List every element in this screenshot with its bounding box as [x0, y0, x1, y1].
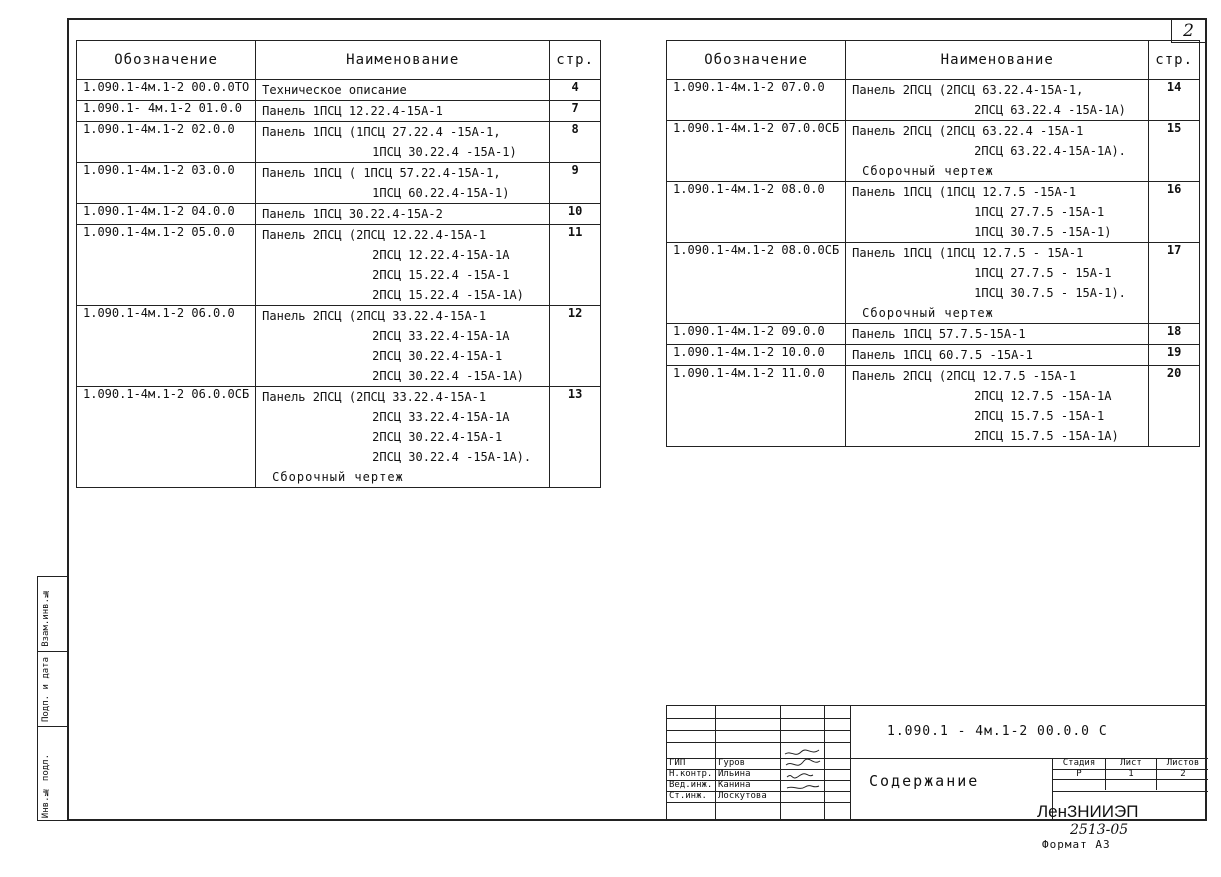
name-line: 2ПСЦ 30.22.4 -15А-1А) [372, 369, 524, 383]
name-line: 2ПСЦ 12.22.4-15А-1А [372, 248, 510, 262]
name-line: Панель 1ПСЦ 60.7.5 -15А-1 [852, 348, 1033, 362]
table-row [667, 121, 1200, 182]
designation-cell: 1.090.1-4м.1-2 08.0.0СБ [667, 243, 846, 324]
title-block [666, 705, 1207, 821]
archive-number: 2513-05 [1070, 822, 1129, 838]
name-line: 1ПСЦ 30.22.4 -15А-1) [372, 145, 517, 159]
name-cell [846, 324, 1149, 345]
name-cell [846, 182, 1149, 243]
designation-cell: 1.090.1-4м.1-2 03.0.0 [77, 163, 256, 204]
name-line: Панель 1ПСЦ (1ПСЦ 27.22.4 -15А-1, [262, 125, 501, 139]
contents-table-left [76, 40, 601, 488]
designation-cell: 1.090.1- 4м.1-2 01.0.0 [77, 101, 256, 122]
name-cell [256, 204, 550, 225]
designation-cell: 1.090.1-4м.1-2 10.0.0 [667, 345, 846, 366]
name-line: 1ПСЦ 27.7.5 - 15А-1 [974, 266, 1112, 280]
table-row [77, 163, 601, 204]
table-row [77, 101, 601, 122]
name-line: Панель 1ПСЦ ( 1ПСЦ 57.22.4-15А-1, [262, 166, 501, 180]
table-row [667, 243, 1200, 324]
signer-name: Лоскутова [718, 791, 767, 801]
sheet-value: 1 [1128, 769, 1134, 779]
table-row [77, 122, 601, 163]
side-stamp-inventory: Инв.№ подл. [41, 753, 51, 818]
page-cell: 15 [1149, 121, 1200, 182]
name-line: 2ПСЦ 15.7.5 -15А-1 [974, 409, 1105, 423]
name-line: Панель 2ПСЦ (2ПСЦ 12.7.5 -15А-1 [852, 369, 1077, 383]
name-line: 2ПСЦ 63.22.4-15А-1А). [974, 144, 1126, 158]
name-line: 1ПСЦ 30.7.5 -15А-1) [974, 225, 1112, 239]
header-page: стр. [550, 41, 601, 80]
table-row [667, 182, 1200, 243]
name-line: 2ПСЦ 15.22.4 -15А-1А) [372, 288, 524, 302]
signer-role: ГИП [669, 758, 686, 768]
sheets-value: 2 [1180, 769, 1186, 779]
designation-cell: 1.090.1-4м.1-2 07.0.0 [667, 80, 846, 121]
header-name: Наименование [846, 41, 1149, 80]
name-line: 2ПСЦ 30.22.4-15А-1 [372, 430, 503, 444]
page-cell: 9 [550, 163, 601, 204]
name-cell [256, 80, 550, 101]
table-row [77, 204, 601, 225]
format-label: Формат А3 [1042, 838, 1111, 851]
name-line: Панель 2ПСЦ (2ПСЦ 12.22.4-15А-1 [262, 228, 487, 242]
name-line: 1ПСЦ 60.22.4-15А-1) [372, 186, 510, 200]
page-cell: 4 [550, 80, 601, 101]
name-line: Панель 2ПСЦ (2ПСЦ 63.22.4 -15А-1 [852, 124, 1084, 138]
assembly-drawing-label: Сборочный чертеж [272, 470, 404, 484]
name-cell [256, 225, 550, 306]
header-page: стр. [1149, 41, 1200, 80]
name-line: 2ПСЦ 15.22.4 -15А-1 [372, 268, 510, 282]
designation-cell: 1.090.1-4м.1-2 06.0.0 [77, 306, 256, 387]
side-stamp [37, 576, 67, 821]
name-line: Техническое описание [262, 83, 407, 97]
name-line: Панель 1ПСЦ 12.22.4-15А-1 [262, 104, 443, 118]
table-row [667, 80, 1200, 121]
name-cell [846, 80, 1149, 121]
page-cell: 16 [1149, 182, 1200, 243]
name-cell [846, 243, 1149, 324]
page-cell: 12 [550, 306, 601, 387]
header-name: Наименование [256, 41, 550, 80]
signer-role: Вед.инж. [669, 780, 713, 790]
name-line: 2ПСЦ 33.22.4-15А-1А [372, 329, 510, 343]
page-cell: 7 [550, 101, 601, 122]
designation-cell: 1.090.1-4м.1-2 09.0.0 [667, 324, 846, 345]
name-cell [256, 101, 550, 122]
table-row [77, 225, 601, 306]
name-cell [256, 387, 550, 488]
name-line: Панель 2ПСЦ (2ПСЦ 33.22.4-15А-1 [262, 309, 487, 323]
table-row [667, 345, 1200, 366]
designation-cell: 1.090.1-4м.1-2 02.0.0 [77, 122, 256, 163]
designation-cell: 1.090.1-4м.1-2 08.0.0 [667, 182, 846, 243]
signer-name: Гуров [718, 758, 746, 768]
page-cell: 17 [1149, 243, 1200, 324]
designation-cell: 1.090.1-4м.1-2 00.0.0ТО [77, 80, 256, 101]
header-designation: Обозначение [77, 41, 256, 80]
assembly-drawing-label: Сборочный чертеж [862, 306, 994, 320]
name-line: Панель 1ПСЦ (1ПСЦ 12.7.5 - 15А-1 [852, 246, 1084, 260]
name-cell [846, 345, 1149, 366]
sheet-label: Лист [1120, 758, 1142, 768]
name-line: 1ПСЦ 30.7.5 - 15А-1). [974, 286, 1126, 300]
name-line: 1ПСЦ 27.7.5 -15А-1 [974, 205, 1105, 219]
document-code: 1.090.1 - 4м.1-2 00.0.0 С [887, 724, 1108, 739]
stage-value: Р [1076, 769, 1082, 779]
sheet-number: 2 [1171, 20, 1205, 43]
organization-name: ЛенЗНИИЭП [1037, 802, 1139, 821]
name-cell [846, 366, 1149, 447]
page-cell: 14 [1149, 80, 1200, 121]
signer-role: Н.контр. [669, 769, 713, 779]
name-line: 2ПСЦ 15.7.5 -15А-1А) [974, 429, 1119, 443]
name-line: 2ПСЦ 30.22.4-15А-1 [372, 349, 503, 363]
contents-table-right [666, 40, 1200, 447]
table-row [77, 80, 601, 101]
name-line: 2ПСЦ 63.22.4 -15А-1А) [974, 103, 1126, 117]
table-row [77, 387, 601, 488]
name-line: 2ПСЦ 33.22.4-15А-1А [372, 410, 510, 424]
header-designation: Обозначение [667, 41, 846, 80]
page-cell: 11 [550, 225, 601, 306]
designation-cell: 1.090.1-4м.1-2 05.0.0 [77, 225, 256, 306]
name-line: Панель 1ПСЦ 30.22.4-15А-2 [262, 207, 443, 221]
assembly-drawing-label: Сборочный чертеж [862, 164, 994, 178]
page-cell: 8 [550, 122, 601, 163]
name-cell [256, 163, 550, 204]
sheets-label: Листов [1166, 758, 1200, 768]
name-line: 2ПСЦ 12.7.5 -15А-1А [974, 389, 1112, 403]
document-title: Содержание [869, 772, 980, 790]
signer-role: Ст.инж. [669, 791, 707, 801]
name-cell [256, 306, 550, 387]
table-row [77, 306, 601, 387]
designation-cell: 1.090.1-4м.1-2 11.0.0 [667, 366, 846, 447]
page-cell: 10 [550, 204, 601, 225]
page-cell: 19 [1149, 345, 1200, 366]
name-line: Панель 1ПСЦ (1ПСЦ 12.7.5 -15А-1 [852, 185, 1077, 199]
signatures [783, 748, 823, 808]
name-cell [846, 121, 1149, 182]
table-row [667, 366, 1200, 447]
side-stamp-replaced: Взам.инв.№ [41, 588, 51, 647]
page-cell: 13 [550, 387, 601, 488]
designation-cell: 1.090.1-4м.1-2 07.0.0СБ [667, 121, 846, 182]
side-stamp-signature: Подп. и дата [41, 656, 51, 722]
stage-label: Стадия [1062, 758, 1096, 768]
signer-name: Ильина [718, 769, 751, 779]
name-line: Панель 2ПСЦ (2ПСЦ 33.22.4-15А-1 [262, 390, 487, 404]
page-cell: 18 [1149, 324, 1200, 345]
name-line: 2ПСЦ 30.22.4 -15А-1А). [372, 450, 532, 464]
name-line: Панель 1ПСЦ 57.7.5-15А-1 [852, 327, 1026, 341]
name-line: Панель 2ПСЦ (2ПСЦ 63.22.4-15А-1, [852, 83, 1084, 97]
name-cell [256, 122, 550, 163]
signer-name: Канина [718, 780, 751, 790]
designation-cell: 1.090.1-4м.1-2 06.0.0СБ [77, 387, 256, 488]
designation-cell: 1.090.1-4м.1-2 04.0.0 [77, 204, 256, 225]
page-cell: 20 [1149, 366, 1200, 447]
table-row [667, 324, 1200, 345]
